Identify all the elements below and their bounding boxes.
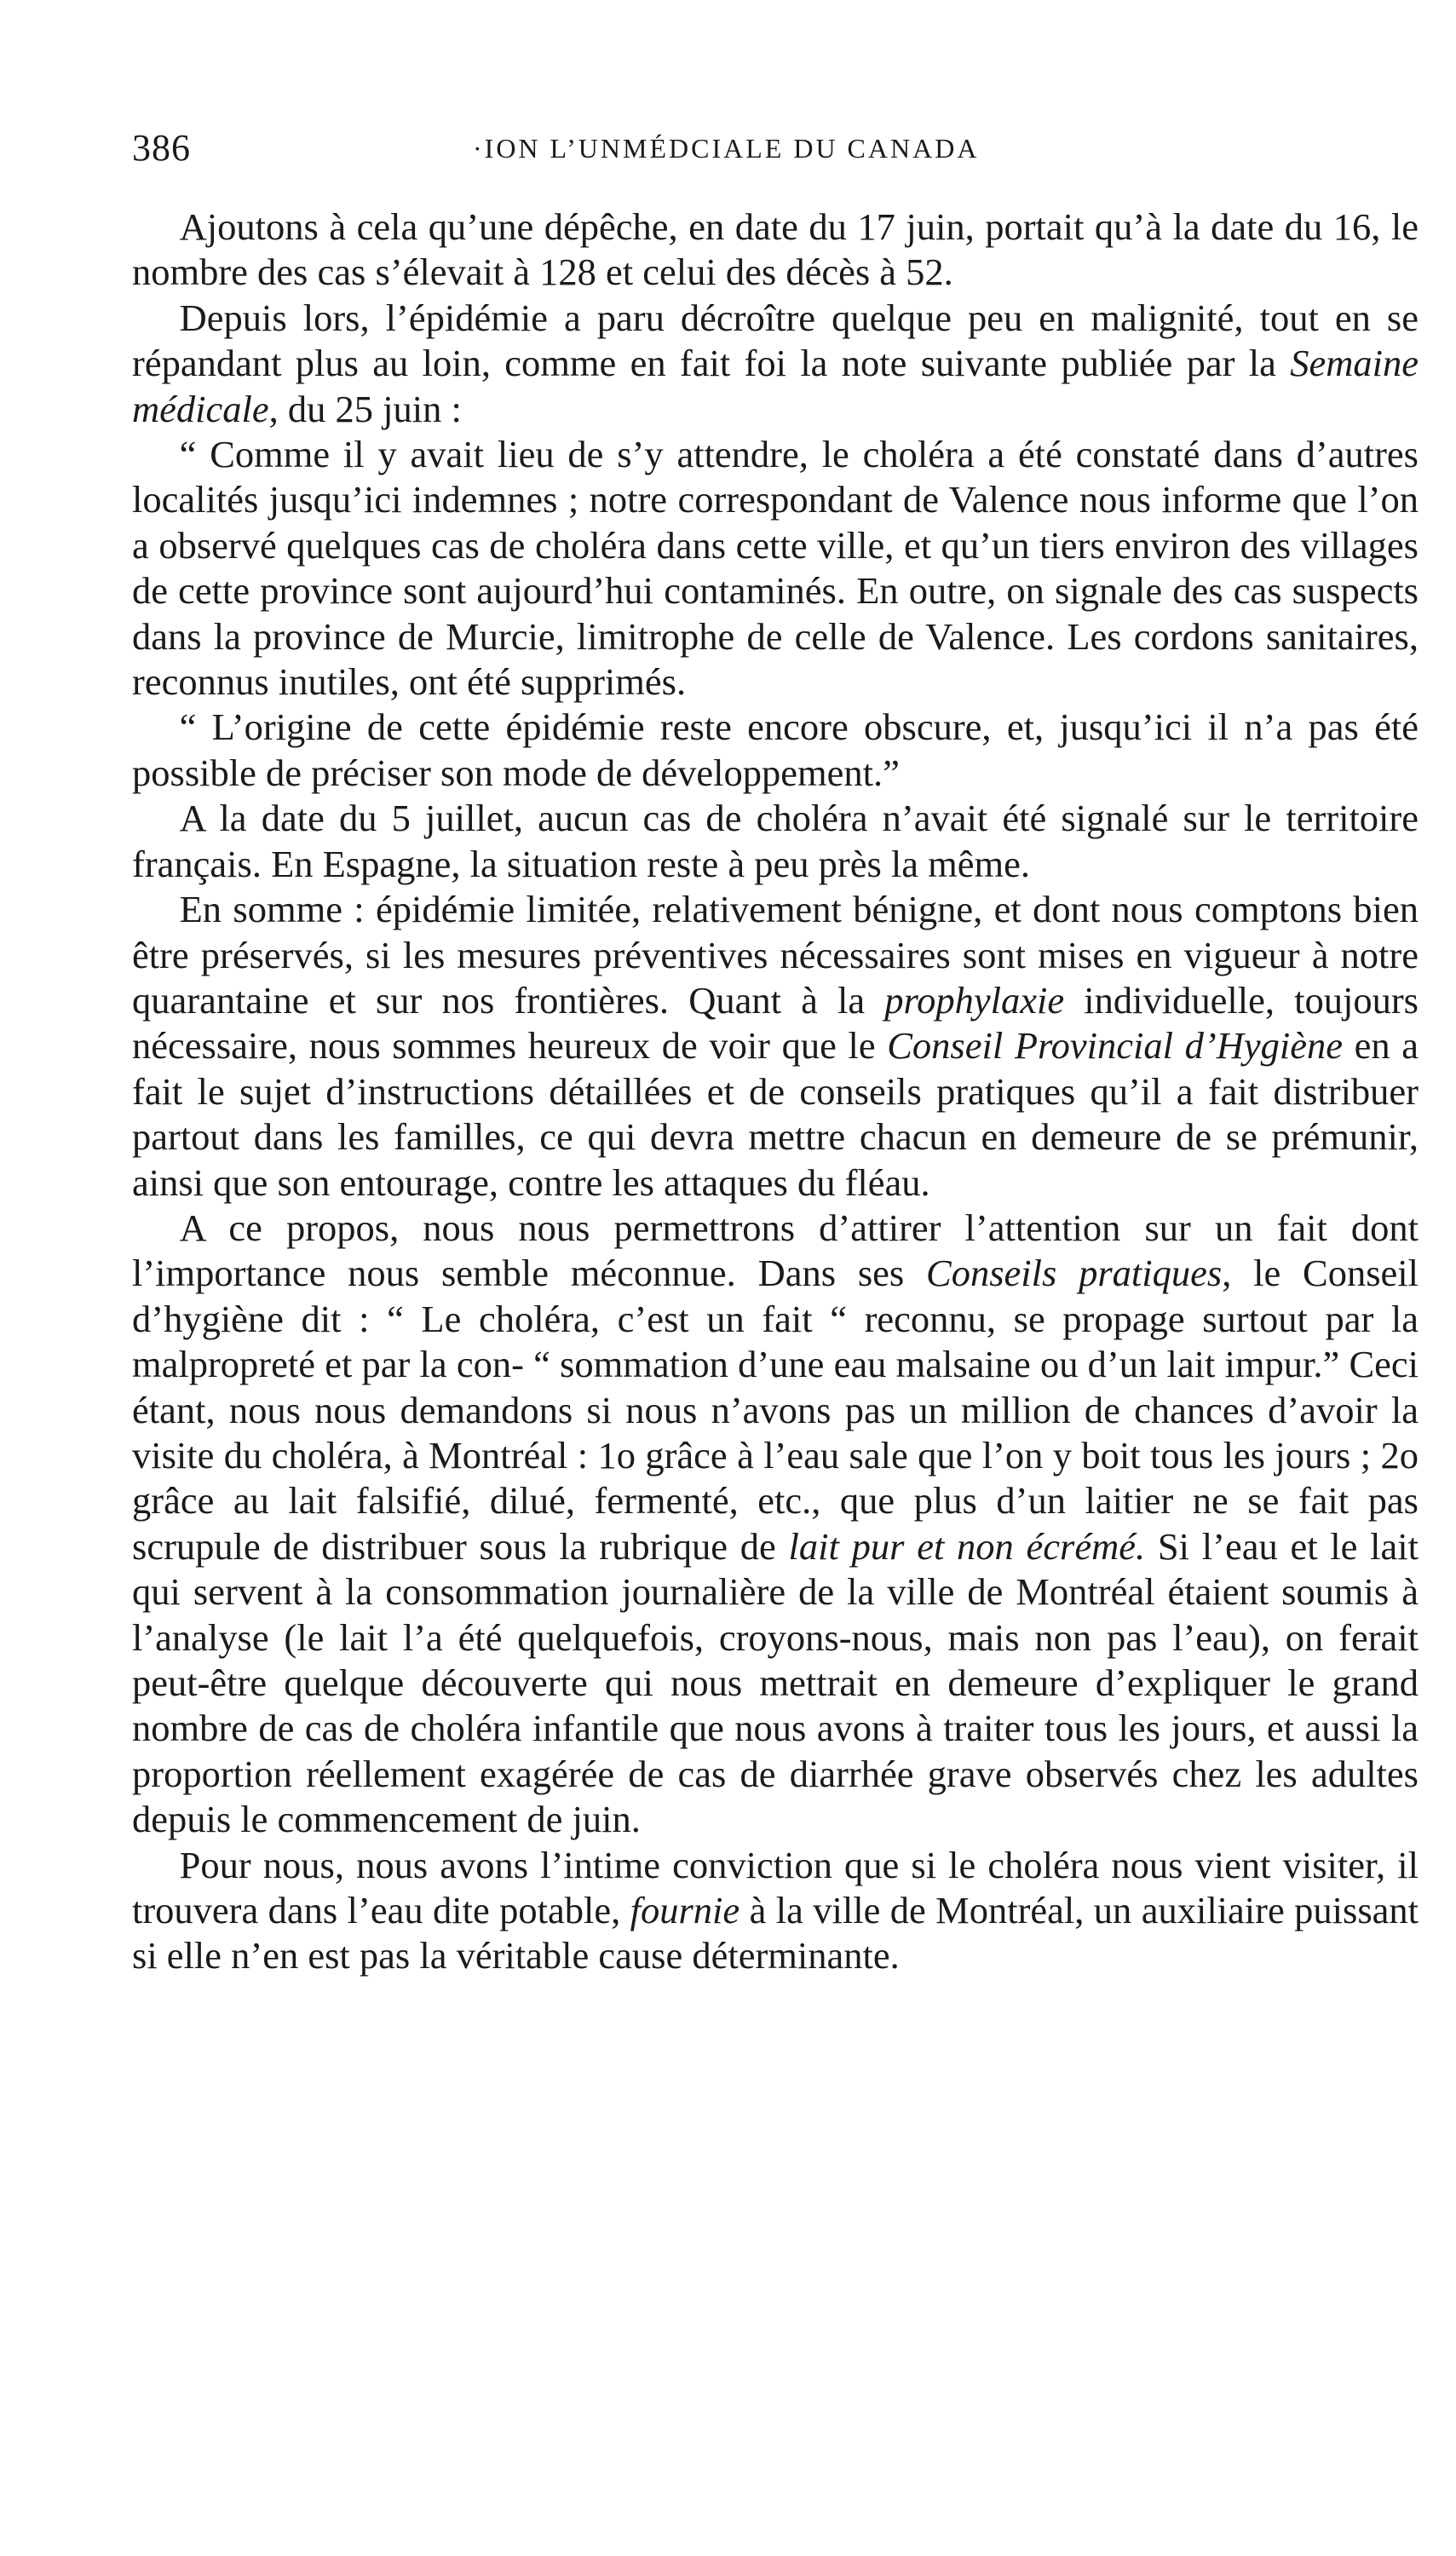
paragraph-attention	[132, 1206, 1419, 1843]
paragraph-text: Pour nous, nous avons l’intime conviction que si le choléra nous vient visiter, il trouvera dans l’eau dite potable,	[132, 1843, 1419, 1932]
paragraph-dispatch	[132, 204, 1419, 296]
paragraph-text: Depuis lors, l’épidémie a paru décroître quelque peu en malignité, tout en se répandant plus au loin, comme en fait foi la note suivante publiée par la	[132, 296, 1419, 385]
paragraph-text: En somme : épidémie limitée, relativement bénigne, et dont nous comptons bien être préservés, si les mesures préventives nécessaires sont mises en vigueur à notre quarantaine et sur nos frontières. Quant à la	[132, 888, 1419, 1022]
paragraph-july	[132, 796, 1419, 887]
italic-term: fournie	[630, 1889, 740, 1932]
paragraph-text: en a fait le sujet d’instructions détaillées et de conseils pratiques qu’il a fait distribuer partout dans les familles, ce qui devra mettre chacun en demeure de se prémunir, ainsi que son entourage, contre les attaques du fléau.	[132, 1024, 1419, 1204]
paragraph-text: , du 25 juin :	[268, 387, 462, 430]
italic-term: Conseils pratiques	[926, 1252, 1223, 1295]
italic-term: Conseil Provincial d’Hygiène	[887, 1024, 1343, 1068]
page-header	[132, 126, 1419, 169]
italic-term: lait pur et non écrémé.	[788, 1524, 1146, 1568]
journal-title: Semaine médicale	[132, 342, 1419, 430]
paragraph-text: “ L’origine de cette épidémie reste encore obscure, et, jusqu’ici il n’a pas été possible de préciser son mode de développement.”	[132, 705, 1419, 794]
paragraph-conclusion	[132, 1843, 1419, 1979]
body-text	[132, 204, 1419, 1979]
paragraph-text: Si l’eau et le lait qui servent à la consommation journalière de la ville de Montréal étaient soumis à l’analyse (le lait l’a été quelquefois, croyons-nous, mais non pas l’eau), on ferait peut-être quelque découverte qui nous mettrait en demeure d’expliquer le grand nombre de cas de choléra infantile que nous avons à traiter tous les jours, et aussi la proportion réellement exagérée de cas de diarrhée grave observés chez les adultes depuis le commencement de juin.	[132, 1524, 1419, 1841]
paragraph-text: à la ville de Montréal, un auxiliaire puissant si elle n’en est pas la véritable cause déterminante.	[132, 1889, 1419, 1977]
paragraph-text: Ajoutons à cela qu’une dépêche, en date du 17 juin, portait qu’à la date du 16, le nombre des cas s’élevait à 128 et celui des décès à 52.	[132, 205, 1419, 294]
paragraph-text: individuelle, toujours nécessaire, nous sommes heureux de voir que le	[132, 978, 1419, 1068]
paragraph-text: “ Comme il y avait lieu de s’y attendre, le choléra a été constaté dans d’autres localités jusqu’ici indemnes ; notre correspondant de Valence nous informe que l’on a observé quelques cas de choléra dans cette ville, et qu’un tiers environ des villages de cette province sont aujourd’hui contaminés. En outre, on signale des cas suspects dans la province de Murcie, limitrophe de celle de Valence. Les cordons sanitaires, reconnus inutiles, ont été supprimés.	[132, 433, 1419, 704]
paragraph-summary	[132, 887, 1419, 1206]
quote-paragraph-1	[132, 432, 1419, 705]
quote-paragraph-2	[132, 705, 1419, 796]
paragraph-text: , le Conseil d’hygiène dit : “ Le choléra, c’est un fait “ reconnu, se propage surtout par la malpropreté et par la con- “ sommation d’une eau malsaine ou d’un lait impur.” Ceci étant, nous nous demandons si nous n’avons pas un million de chances d’avoir la visite du choléra, à Montréal : 1o grâce à l’eau sale que l’on y boit tous les jours ; 2o grâce au lait falsifié, dilué, fermenté, etc., que plus d’un laitier ne se fait pas scrupule de distribuer sous la rubrique de	[132, 1252, 1419, 1568]
running-head: ·ION L’UNMÉDCIALE DU CANADA	[473, 133, 980, 164]
page-number: 386	[132, 127, 191, 169]
paragraph-text: A la date du 5 juillet, aucun cas de choléra n’avait été signalé sur le territoire français. En Espagne, la situation reste à peu près la même.	[132, 797, 1419, 885]
paragraph-since	[132, 296, 1419, 432]
paragraph-text: A ce propos, nous nous permettrons d’attirer l’attention sur un fait dont l’importance nous semble méconnue. Dans ses	[132, 1206, 1419, 1295]
italic-term: prophylaxie	[884, 978, 1065, 1022]
